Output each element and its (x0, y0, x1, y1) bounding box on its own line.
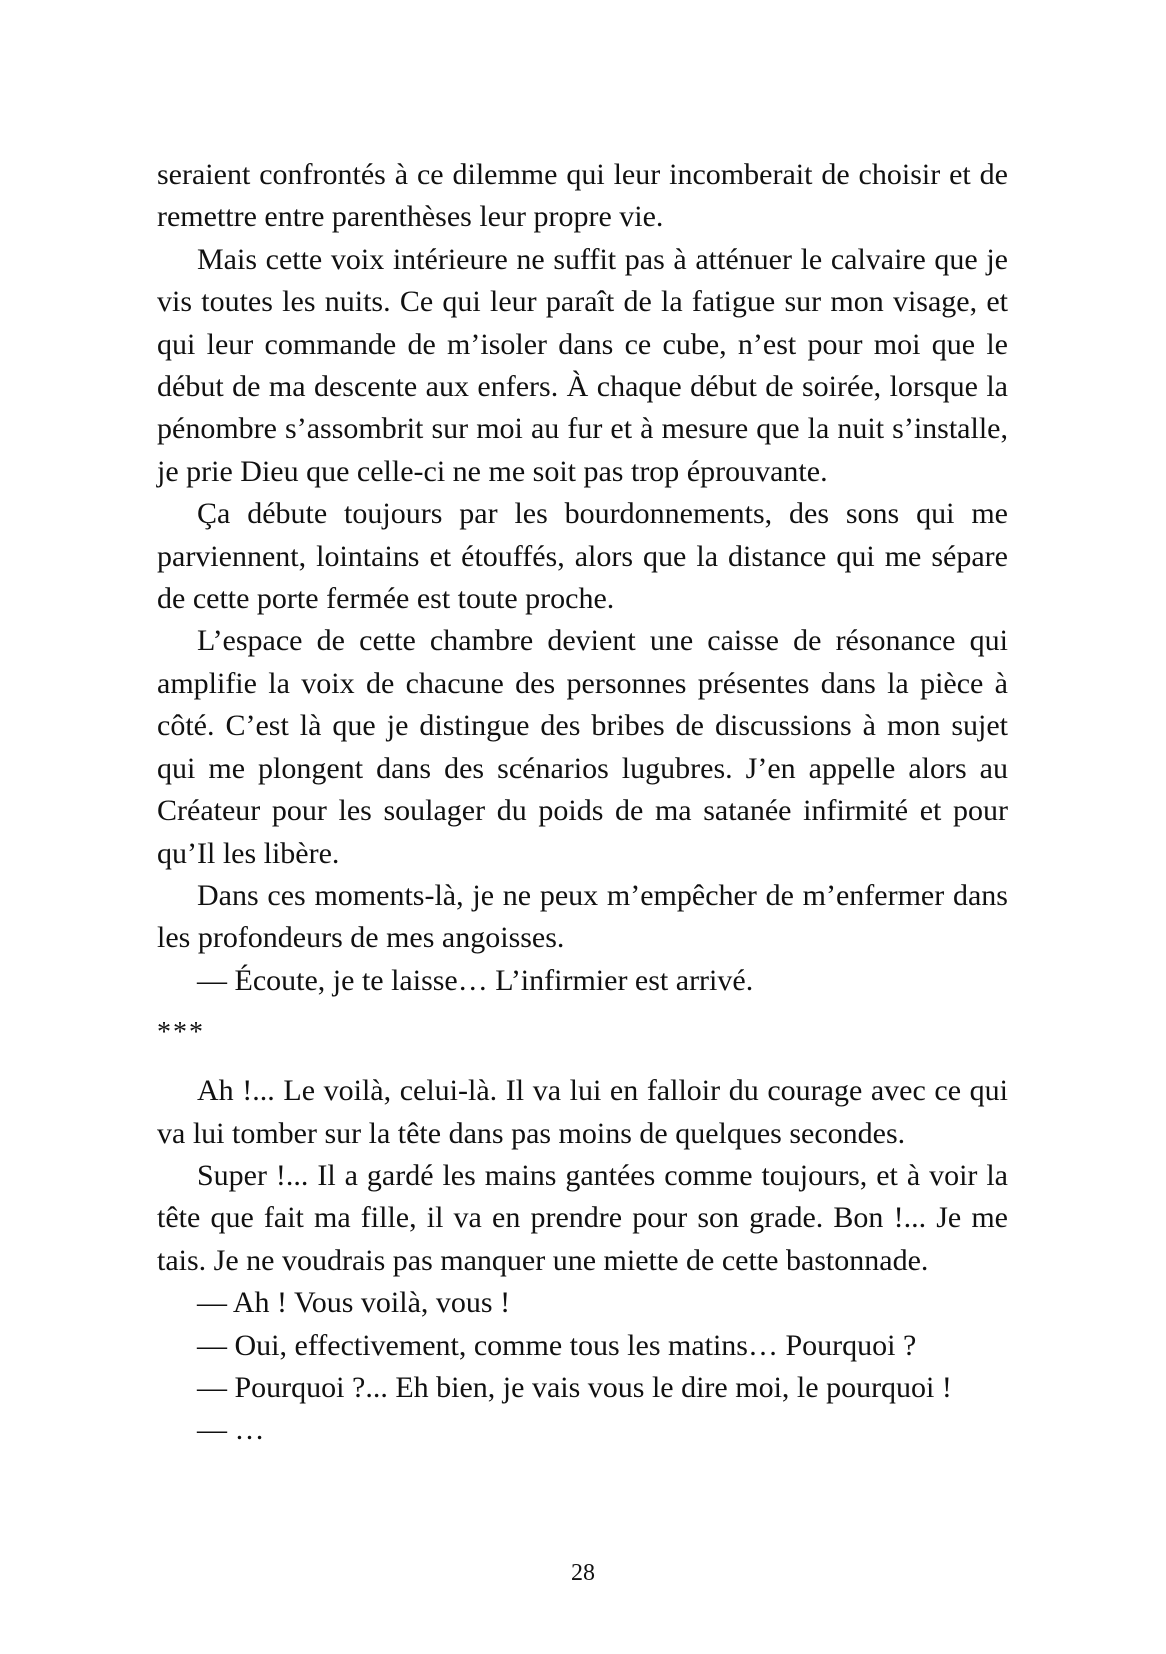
dialogue-line: — Pourquoi ?... Eh bien, je vais vous le dire moi, le pourquoi ! (197, 1370, 952, 1404)
paragraph: Ah !... Le voilà, celui-là. Il va lui en falloir du courage avec ce qui va lui tomber sur la tête dans pas moins de quelques secondes. (157, 1074, 1008, 1150)
paragraph: Ça débute toujours par les bourdonnements, des sons qui me parviennent, lointains et étouffés, alors que la distance qui me sépare de cette porte fermée est toute proche. (157, 497, 1008, 616)
page-number: 28 (571, 1560, 595, 1586)
paragraph: Mais cette voix intérieure ne suffit pas à atténuer le calvaire que je vis toutes les nuits. Ce qui leur paraît de la fatigue sur mon visage, et qui leur commande de m’isoler dans ce cube, n’est pour moi que le début de ma descente aux enfers. À chaque début de soirée, lorsque la pénombre s’assombrit sur moi au fur et à mesure que la nuit s’installe, je prie Dieu que celle-ci ne me soit pas trop éprouvante. (157, 242, 1008, 488)
dialogue-line: — Ah ! Vous voilà, vous ! (197, 1286, 511, 1320)
paragraph: L’espace de cette chambre devient une caisse de résonance qui amplifie la voix de chacune des personnes présentes dans la pièce à côté. C’est là que je distingue des bribes de discussions à mon sujet qui me plongent dans des scénarios lugubres. J’en appelle alors au Créateur pour les soulager du poids de ma satanée infirmité et pour qu’Il les libère. (157, 624, 1008, 870)
dialogue-line: — Écoute, je te laisse… L’infirmier est arrivé. (197, 963, 754, 997)
paragraph: Super !... Il a gardé les mains gantées comme toujours, et à voir la tête que fait ma fille, il va en prendre pour son grade. Bon !... Je me tais. Je ne voudrais pas manquer une miette de cette bastonnade. (157, 1158, 1008, 1277)
section-separator: *** (157, 1017, 205, 1049)
paragraph: Dans ces moments-là, je ne peux m’empêcher de m’enfermer dans les profondeurs de mes angoisses. (157, 878, 1008, 955)
dialogue-line: — Oui, effectivement, comme tous les matins… Pourquoi ? (197, 1328, 917, 1362)
dialogue-line: — … (197, 1413, 265, 1447)
paragraph: seraient confrontés à ce dilemme qui leur incomberait de choisir et de remettre entre parenthèses leur propre vie. (157, 158, 1008, 234)
page-body (157, 154, 1008, 1452)
